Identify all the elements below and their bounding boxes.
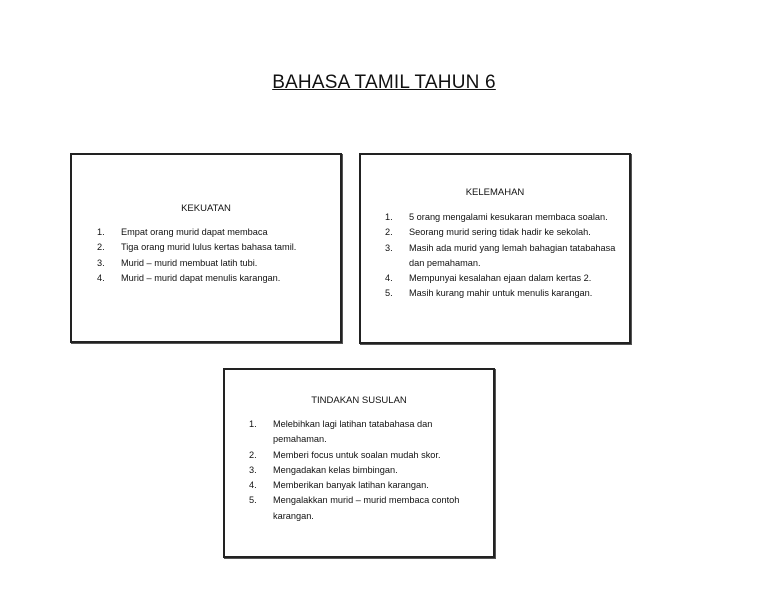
- item-number: 2.: [385, 227, 393, 238]
- item-text: Memberikan banyak latihan karangan.: [273, 480, 429, 491]
- tindakan-susulan-box: [223, 368, 495, 558]
- item-number: 5.: [385, 288, 393, 299]
- item-number: 1.: [249, 419, 257, 429]
- item-text: Murid – murid dapat menulis karangan.: [121, 272, 281, 283]
- list-item: [385, 225, 627, 240]
- list-item: [385, 210, 627, 225]
- item-number: 1.: [97, 227, 105, 237]
- list-item: [97, 256, 337, 271]
- list-item: [249, 417, 469, 448]
- kekuatan-list: [97, 225, 337, 286]
- item-text: Masih ada murid yang lemah bahagian tatabahasa dan pemahaman.: [409, 242, 616, 268]
- item-text: Mengalakkan murid – murid membaca contoh karangan.: [273, 495, 460, 521]
- list-item: [385, 286, 627, 301]
- list-item: [249, 448, 469, 463]
- kelemahan-heading: KELEMAHAN: [465, 187, 525, 198]
- item-number: 4.: [97, 272, 105, 283]
- kelemahan-box: [359, 153, 631, 344]
- list-item: [385, 241, 627, 272]
- item-number: 2.: [249, 449, 257, 460]
- tindakan-susulan-heading: TINDAKAN SUSULAN: [311, 395, 407, 406]
- item-text: Tiga orang murid lulus kertas bahasa tamil.: [121, 242, 297, 253]
- item-text: Memberi focus untuk soalan mudah skor.: [273, 449, 441, 460]
- kekuatan-heading: KEKUATAN: [181, 203, 231, 214]
- kelemahan-list: [385, 210, 627, 302]
- item-number: 4.: [249, 480, 257, 491]
- kekuatan-box: [70, 153, 342, 343]
- list-item: [97, 240, 337, 255]
- item-number: 4.: [385, 273, 393, 284]
- item-number: 5.: [249, 495, 257, 506]
- list-item: [385, 271, 627, 286]
- page-title: BAHASA TAMIL TAHUN 6: [272, 72, 496, 93]
- list-item: [97, 225, 337, 240]
- item-number: 3.: [385, 242, 393, 253]
- item-number: 3.: [97, 257, 105, 268]
- item-text: Empat orang murid dapat membaca: [121, 227, 268, 237]
- tindakan-susulan-list: [249, 417, 469, 524]
- list-item: [249, 463, 469, 478]
- item-text: Mengadakan kelas bimbingan.: [273, 464, 398, 475]
- item-text: Mempunyai kesalahan ejaan dalam kertas 2.: [409, 273, 592, 284]
- item-number: 2.: [97, 242, 105, 253]
- item-text: Masih kurang mahir untuk menulis karangan.: [409, 288, 593, 299]
- item-text: Melebihkan lagi latihan tatabahasa dan pemahaman.: [273, 419, 433, 445]
- list-item: [249, 478, 469, 493]
- list-item: [97, 271, 337, 286]
- item-number: 1.: [385, 212, 393, 222]
- list-item: [249, 493, 469, 524]
- item-number: 3.: [249, 464, 257, 475]
- item-text: Seorang murid sering tidak hadir ke sekolah.: [409, 227, 591, 238]
- item-text: 5 orang mengalami kesukaran membaca soalan.: [409, 212, 608, 222]
- item-text: Murid – murid membuat latih tubi.: [121, 257, 258, 268]
